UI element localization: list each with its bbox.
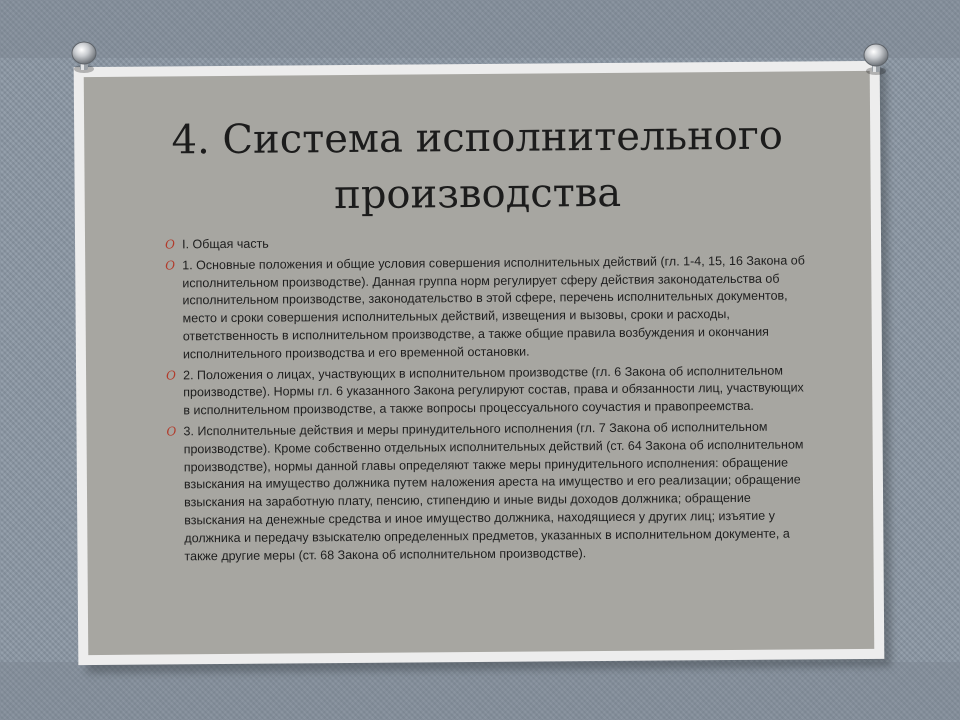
list-item [166,418,807,565]
slide-title: 4. Система исполнительного производства [171,112,784,219]
slide-content-area [84,71,875,655]
bullet-marker: O [166,367,176,383]
list-item-text: 1. Основные положения и общие условия совершения исполнительных действий (гл. 1-4, 15, 16 Закона об исполнительном производстве). Данная группа норм регулирует сферу действия законодательства об исполнительном производстве, законодательство в этой сфере, перечень исполнительных документов, место и сроки совершения исполнительных действий, извещения и вызовы, сроки и расходы, ответственность в исполнительном производстве, а также общие правила возбуждения и окончания исполнительного производства и его временной остановки. [182,253,805,362]
background-stripe-top [0,0,960,58]
bullet-marker: O [165,258,176,273]
bullet-marker: O [165,237,175,252]
list-item [165,252,806,364]
list-item-text: 3. Исполнительные действия и меры принудительного исполнения (гл. 7 Закона об исполнительном производстве). Кроме собственно отдельных исполнительных действий (ст. 64 Закона об исполнительном производстве), нормы данной главы определяют также меры принудительного исполнения: обращение взыскания на имущество должника путем наложения ареста на имущество и его реализации; обращение взыскания на заработную плату, пенсию, стипендию и иные виды доходов должника; обращение взыскания на денежные средства и иное имущество должника, находящиеся у других лиц; изъятие у должника и передачу взыскателю определенных предметов, указанных в исполнительном документе, а также другие меры (ст. 68 Закона об исполнительном производстве). [183,419,804,563]
list-item-text: I. Общая часть [182,236,269,252]
slide-paper [74,61,885,665]
pushpin-icon [854,38,898,82]
bullet-list [165,231,808,568]
list-item-text: 2. Положения о лицах, участвующих в исполнительном производстве (гл. 6 Закона об исполнительном производстве). Нормы гл. 6 указанного Закона регулируют состав, права и обязанности лиц, участвующих в исполнительном производстве, а также вопросы процессуального соучастия и правопреемства. [183,363,804,418]
list-item [165,231,805,254]
bullet-marker: O [166,424,177,439]
list-item [166,362,806,420]
pushpin-icon [62,36,106,80]
